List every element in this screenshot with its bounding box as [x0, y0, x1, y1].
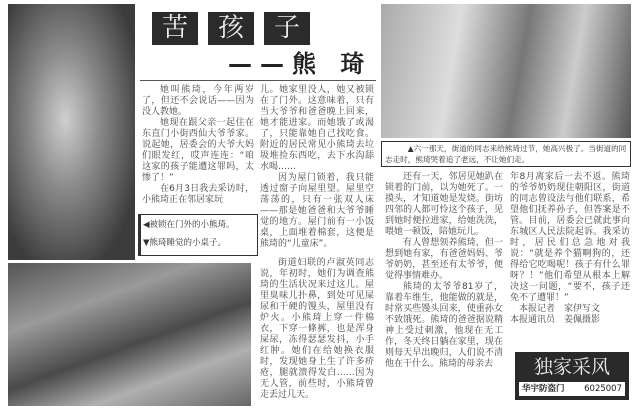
paragraph: 她叫熊琦，今年两岁了，但还不会说话——因为没人教她。 — [142, 85, 254, 117]
divider — [140, 80, 376, 81]
article-column-3 — [260, 258, 374, 401]
paragraph: 年8月离家后一去不返。熊琦的爷爷奶奶现住朝阳区，街道的同志曾设法与他们联系，希望他们抚养孙子，但答案是不管。目前，居委会已就此事向东城区人民法院起诉。我采访时，居民们总急地对我说：“就是养个猫啊狗的，还得给它吃喝呢！孩子有什么罪呀？！”他们希望从根本上解决这一问题，“要不，孩子还免不了遭罪！” — [510, 172, 630, 303]
caption-childrens-day: ▲六一那天，街道的同志来给熊琦过节，她高兴极了。当街道的同志走时，熊琦哭着追了老远，不让她们走。 — [385, 144, 627, 164]
ad-title: 独家采风 — [533, 356, 610, 378]
credit-reporter: 本报记者 家伊写文 — [519, 304, 601, 314]
paragraph: 她现在跟父亲一起住在东直门小街西仙大爷爷家。说起她，居委会的大爷大妈们眼发红，哎声连连：“咱这家的孩子能遭这罪吗，太惨了！” — [142, 118, 254, 183]
article-column-1 — [142, 85, 254, 206]
title-char-1: 苦 — [152, 12, 198, 45]
article-column-5 — [510, 172, 630, 326]
caption-locked-out: ◀被锁在门外的小熊琦。 — [143, 220, 235, 230]
paragraph: 儿。她家里没人，她又被锁在了门外。这意味着，只有当大爷爷和爸爸晚上回来，她才能进家。而她饿了或渴了，只能靠她自己找吃食。附近的居民常见小熊琦去垃圾堆捡东西吃，去下水沟舔水喝…… — [260, 85, 374, 172]
sponsor-box — [515, 352, 629, 400]
caption-box-left — [138, 214, 258, 256]
paragraph: 有人曾想领养熊琦，但一想到她有家，有爸爸妈妈、爷爷奶奶，甚至还有太爷爷，便觉得事情难办。 — [385, 238, 503, 281]
ad-strip — [519, 382, 625, 396]
photo-child-at-door — [8, 4, 135, 260]
ad-sponsor: 华宇防盗门 — [522, 384, 565, 394]
caption-bed: ▼熊琦睡觉的小桌子。 — [143, 238, 227, 248]
paragraph: 因为屋门锁着，我只能透过窗子向屋里望。屋里空荡荡的，只有一张双人床——那是她爸爸和大爷爷睡觉的地方。屋门前有一小饭桌，上面堆着棉套，这便是熊琦的“儿童床”。 — [260, 173, 374, 249]
article-column-4 — [385, 172, 503, 370]
byline: ——熊 琦 — [228, 50, 373, 78]
article-column-2 — [260, 85, 374, 250]
credit-photographer: 本报通讯员 姜佩摄影 — [510, 315, 601, 325]
paragraph: 在6月3日我去采访时，小熊琦正在邻居家玩 — [142, 184, 254, 205]
photo-table-bed — [8, 263, 251, 406]
title-char-2: 孩 — [208, 12, 254, 45]
paragraph: 还有一天，邻居见她趴在锁着的门前，以为她死了。一摸头，才知道她是发烧。街坊四邻的人都可怜这个孩子，见到她时便拉进家，给她洗洗，喂她一顿饭，陪她玩儿。 — [385, 172, 503, 237]
paragraph: 街道妇联的卢淑英同志说，年初时，她们为调查熊琦的生活状况来过这儿。屋里臭味儿扑鼻，到处可见屎尿和干硬的馒头，屋里没有炉火。小熊琦上穿一件棉衣，下穿一條裤，也是浑身屎尿，冻得瑟瑟发抖，小手红肿。她们在给她换衣服时，发现她身上生了许多疥疮，腿就溃得发白……因为无人管，前些时，小熊琦曾走丢过几天。 — [260, 258, 374, 400]
paragraph: 熊琦的太爷爷81岁了，靠着车维生，他能做的就是，时常买些馒头回来，使重孙女不致饿死。熊琦的爸爸据说精神上受过刺激，他现在无工作，冬天终日躺在家里，现在则每天早出晚归，人们说不清他在干什么。熊琦的母亲去 — [385, 282, 503, 369]
ad-phone: 6025007 — [584, 384, 622, 394]
caption-box-right — [381, 141, 631, 167]
photo-childrens-day — [381, 4, 631, 138]
title-char-3: 子 — [264, 12, 310, 45]
